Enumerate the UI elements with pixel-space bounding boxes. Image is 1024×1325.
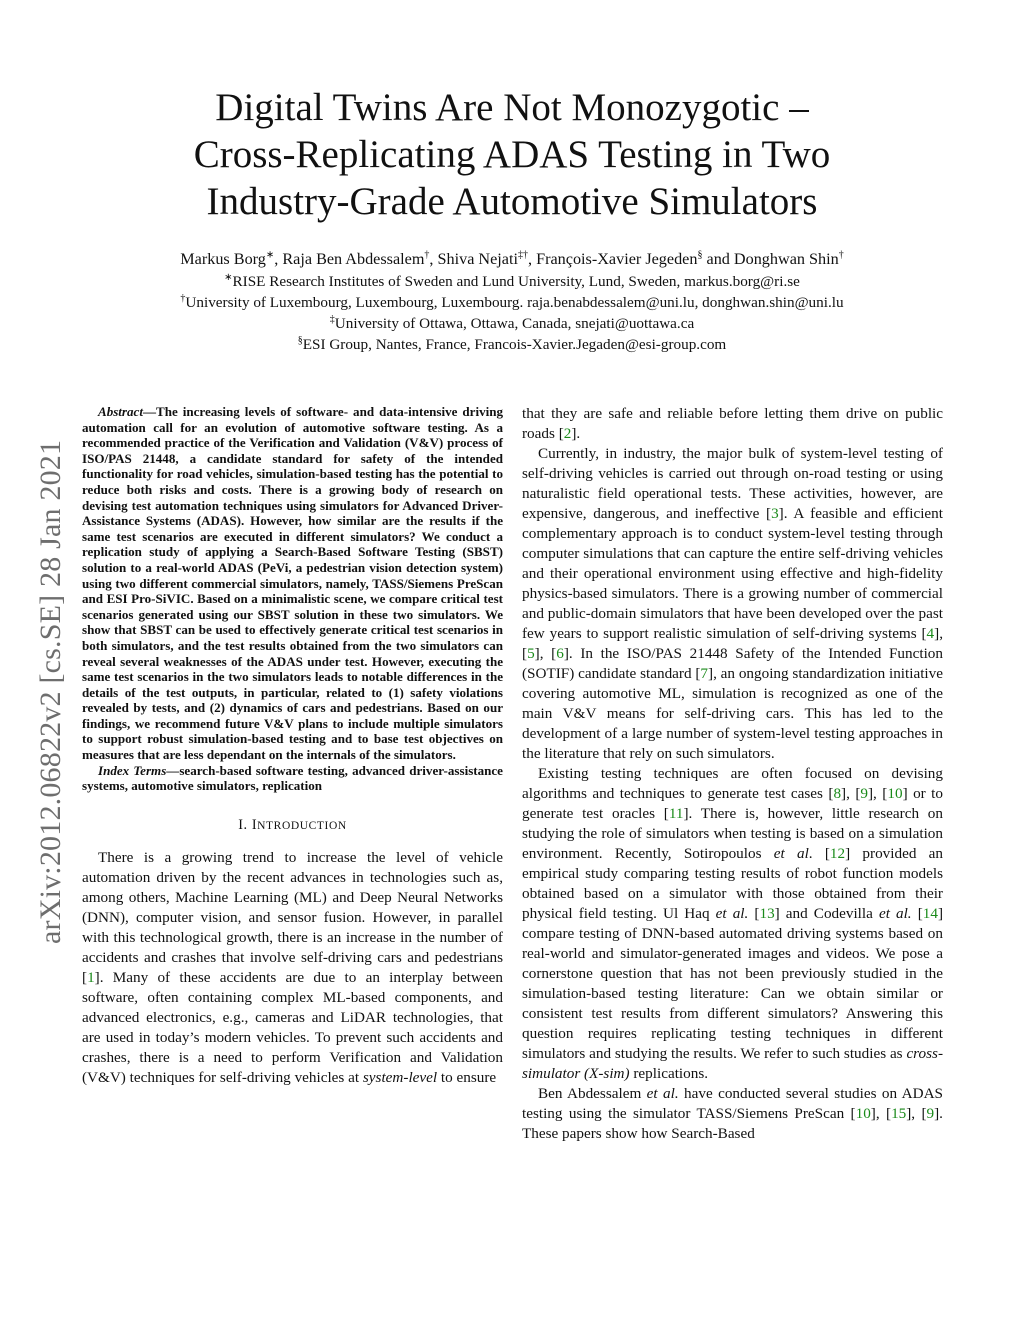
index-terms — [82, 763, 503, 794]
affiliation-mark: § — [297, 334, 303, 346]
affiliation-text: ESI Group, Nantes, France, Francois-Xavier.Jegaden@esi-group.com — [302, 336, 727, 353]
citation-link[interactable]: 7 — [700, 665, 709, 682]
text-run: replications. — [629, 1065, 709, 1082]
emphasis: et al — [773, 845, 809, 862]
text-run: ], [ — [906, 1105, 927, 1122]
citation-link[interactable]: 9 — [926, 1105, 935, 1122]
citation-link[interactable]: 13 — [759, 905, 775, 922]
text-run: ] and Codevilla — [774, 905, 879, 922]
text-run: Currently, in industry, the major bulk of system-level testing of self-driving vehicles is carried out through on-road testing or using naturalistic field operational tests. These activities, however, are expensive, dangerous, and ineffective [ — [522, 445, 943, 522]
index-terms-label: Index Terms — [98, 762, 167, 778]
citation-link[interactable]: 9 — [860, 785, 868, 802]
text-run: that they are safe and reliable before letting them drive on public roads [ — [522, 405, 943, 442]
text-run: ], [ — [870, 1105, 892, 1122]
text-run: ], [ — [841, 785, 861, 802]
intro-paragraph-continued — [522, 404, 943, 444]
citation-link[interactable]: 12 — [829, 845, 846, 862]
section-cap: I — [251, 816, 258, 833]
title-line-1: Digital Twins Are Not Monozygotic – — [215, 86, 809, 129]
affiliation-mark: ∗ — [224, 271, 233, 283]
author-mark: † — [424, 249, 430, 261]
emphasis: system-level — [362, 1068, 438, 1086]
intro-paragraph-2 — [522, 444, 943, 764]
affiliation-mark: ‡ — [329, 313, 335, 325]
affiliation-3 — [90, 313, 934, 334]
citation-link[interactable]: 4 — [926, 625, 935, 642]
citation-link[interactable]: 11 — [668, 805, 684, 822]
text-run: ]. These papers show how Search-Based — [522, 1105, 943, 1142]
citation-link[interactable]: 5 — [527, 645, 535, 662]
text-run: ]. In the ISO/PAS 21448 Safety of the Intended Function (SOTIF) candidate standard [ — [522, 645, 943, 682]
author-mark: § — [697, 249, 703, 261]
text-run: Existing testing techniques are often focused on devising algorithms and techniques to generate test cases [ — [522, 765, 943, 802]
index-terms-text: —search-based software testing, advanced driver-assistance systems, automotive simulators, replication — [82, 762, 503, 794]
text-run: ], [ — [534, 645, 557, 662]
text-run: [ — [748, 905, 760, 922]
text-run: [ — [911, 905, 923, 922]
title-line-3: Industry-Grade Automotive Simulators — [206, 180, 818, 223]
section-heading-introduction — [82, 816, 503, 835]
affiliation-mark: † — [180, 292, 186, 304]
affiliation-4 — [90, 334, 934, 355]
intro-paragraph-4 — [522, 1084, 943, 1144]
text-run: ], [ — [522, 625, 943, 662]
abstract-label: Abstract — [98, 404, 143, 419]
author-list — [90, 249, 934, 270]
text-run: ]. — [571, 425, 581, 442]
emphasis: et al. — [878, 905, 912, 922]
text-run: There is a growing trend to increase the level of vehicle automation driven by the recent advances in technologies such as, among others, Machine Learning (ML) and Deep Neural Networks (DNN), computer vision, and sensor fusion. However, in parallel with this technological growth, there is an increase in the number of accidents and crashes that involve self-driving cars and pedestrians [ — [82, 848, 503, 986]
title-line-2: Cross-Replicating ADAS Testing in Two — [193, 133, 831, 176]
citation-link[interactable]: 6 — [556, 645, 564, 662]
citation-link[interactable]: 10 — [855, 1105, 871, 1122]
abstract — [82, 404, 503, 763]
author-mark: ‡† — [518, 249, 528, 261]
author-name: , Raja Ben Abdessalem — [274, 250, 425, 268]
citation-link[interactable]: 10 — [887, 785, 903, 802]
author-mark: † — [838, 249, 844, 261]
author-name: , François-Xavier Jegeden — [528, 250, 698, 268]
text-run: . [ — [808, 845, 830, 862]
left-column — [82, 404, 503, 1088]
affiliation-text: RISE Research Institutes of Sweden and Lund University, Lund, Sweden, markus.borg@ri.se — [232, 273, 800, 290]
arxiv-stamp: arXiv:2012.06822v2 [cs.SE] 28 Jan 2021 — [34, 439, 67, 944]
intro-paragraph-1 — [82, 848, 503, 1088]
affiliation-text: University of Luxembourg, Luxembourg, Luxembourg. raja.benabdessalem@uni.lu, donghwan.shin@uni.lu — [185, 294, 844, 311]
author-name: Markus Borg — [180, 250, 266, 268]
text-run: ], [ — [868, 785, 888, 802]
emphasis: cross-simulator (X-sim) — [522, 1045, 943, 1082]
emphasis: et al. — [646, 1085, 679, 1102]
citation-link[interactable]: 1 — [87, 968, 95, 986]
text-run: ], an ongoing standardization initiative covering automotive ML, simulation is recognized as one of the main V&V means for self-driving cars. This has led to the development of a large number of system-level testing approaches in the literature that rely on such simulators. — [522, 665, 943, 762]
text-run: ] or to generate test oracles [ — [522, 785, 943, 822]
author-name: , Shiva Nejati — [429, 250, 518, 268]
text-run: to ensure — [437, 1068, 497, 1086]
affiliation-1 — [90, 271, 934, 292]
author-name: and Donghwan Shin — [702, 250, 839, 268]
emphasis: et al. — [715, 905, 749, 922]
text-run: have conducted several studies on ADAS testing using the simulator TASS/Siemens PreScan [ — [522, 1085, 943, 1122]
affiliation-2 — [90, 292, 934, 313]
right-column — [522, 404, 943, 1144]
citation-link[interactable]: 2 — [563, 425, 572, 442]
intro-paragraph-3 — [522, 764, 943, 1084]
abstract-text: —The increasing levels of software- and data-intensive driving automation call for an evolution of automotive software testing. As a recommended practice of the Verification and Validation (V&V) process of ISO/PAS 21448, a candidate standard for safety of the intended functionality for road vehicles, simulation-based testing has the potential to reduce both risks and costs. There is a growing body of research on devising test automation techniques using simulators for Advanced Driver-Assistance Systems (ADAS). However, how similar are the results if the same test scenarios are executed in different simulators? We conduct a replication study of applying a Search-Based Software Testing (SBST) solution to a real-world ADAS (PeVi, a pedestrian vision detection system) using two different commercial simulators, namely, TASS/Siemens PreScan and ESI Pro-SiVIC. Based on a minimalistic scene, we compare critical test scenarios generated using our SBST solution in these two simulators. We show that SBST can be used to effectively generate critical test scenarios in both simulators, and the test results obtained from the two simulators can reveal several weaknesses of the ADAS under test. However, executing the same test scenarios in the two simulators leads to notable differences in the details of the test outputs, in particular, related to (1) safety violations revealed by tests, and (2) dynamics of cars and pedestrians. Based on our findings, we recommend future V&V plans to include multiple simulators to support robust simulation-based testing and to base test objectives on measures that are less dependant on the internals of the simulators. — [82, 404, 503, 763]
paper-title — [90, 84, 934, 225]
section-smallcaps: NTRODUCTION — [257, 819, 347, 832]
citation-link[interactable]: 8 — [833, 785, 842, 802]
affiliation-text: University of Ottawa, Ottawa, Canada, snejati@uottawa.ca — [334, 315, 695, 332]
text-run: ] compare testing of DNN-based automated driving systems based on real-world and simulator-generated images and videos. We pose a cornerstone question that has not been previously studied in the simulation-based testing literature: Can we obtain similar or consistent test results from different simulators? Answering this question requires replicating testing techniques in different simulators and studying the results. We refer to such studies as — [522, 905, 944, 1062]
text-run: Ben Abdessalem — [538, 1085, 647, 1102]
text-run: ]. Many of these accidents are due to an interplay between software, often containing complex ML-based components, and advanced electronics, e.g., cameras and LiDAR technologies, that are used in today’s modern vehicles. To prevent such accidents and crashes, there is a need to perform Verification and Validation (V&V) techniques for self-driving vehicles at — [82, 968, 503, 1086]
citation-link[interactable]: 3 — [771, 505, 779, 522]
text-run: ] provided an empirical study comparing testing results of robot function models obtained based on a simulator with those obtained from their physical field testing. Ul Haq — [522, 845, 944, 922]
text-run: ]. A feasible and efficient complementary approach is to conduct system-level testing through computer simulations that can capture the entire self-driving vehicles and their operational environment using effective and high-fidelity physics-based simulators. There is a growing number of commercial and public-domain simulators that have been developed over the past few years to support realistic simulation of self-driving systems [ — [522, 505, 943, 642]
citation-link[interactable]: 14 — [922, 905, 938, 922]
author-mark: ∗ — [265, 249, 275, 261]
section-number: I. — [238, 816, 252, 833]
text-run: ]. There is, however, little research on studying the role of simulators when testing is based on a simulation environment. Recently, Sotiropoulos — [522, 805, 943, 862]
citation-link[interactable]: 15 — [891, 1105, 907, 1122]
